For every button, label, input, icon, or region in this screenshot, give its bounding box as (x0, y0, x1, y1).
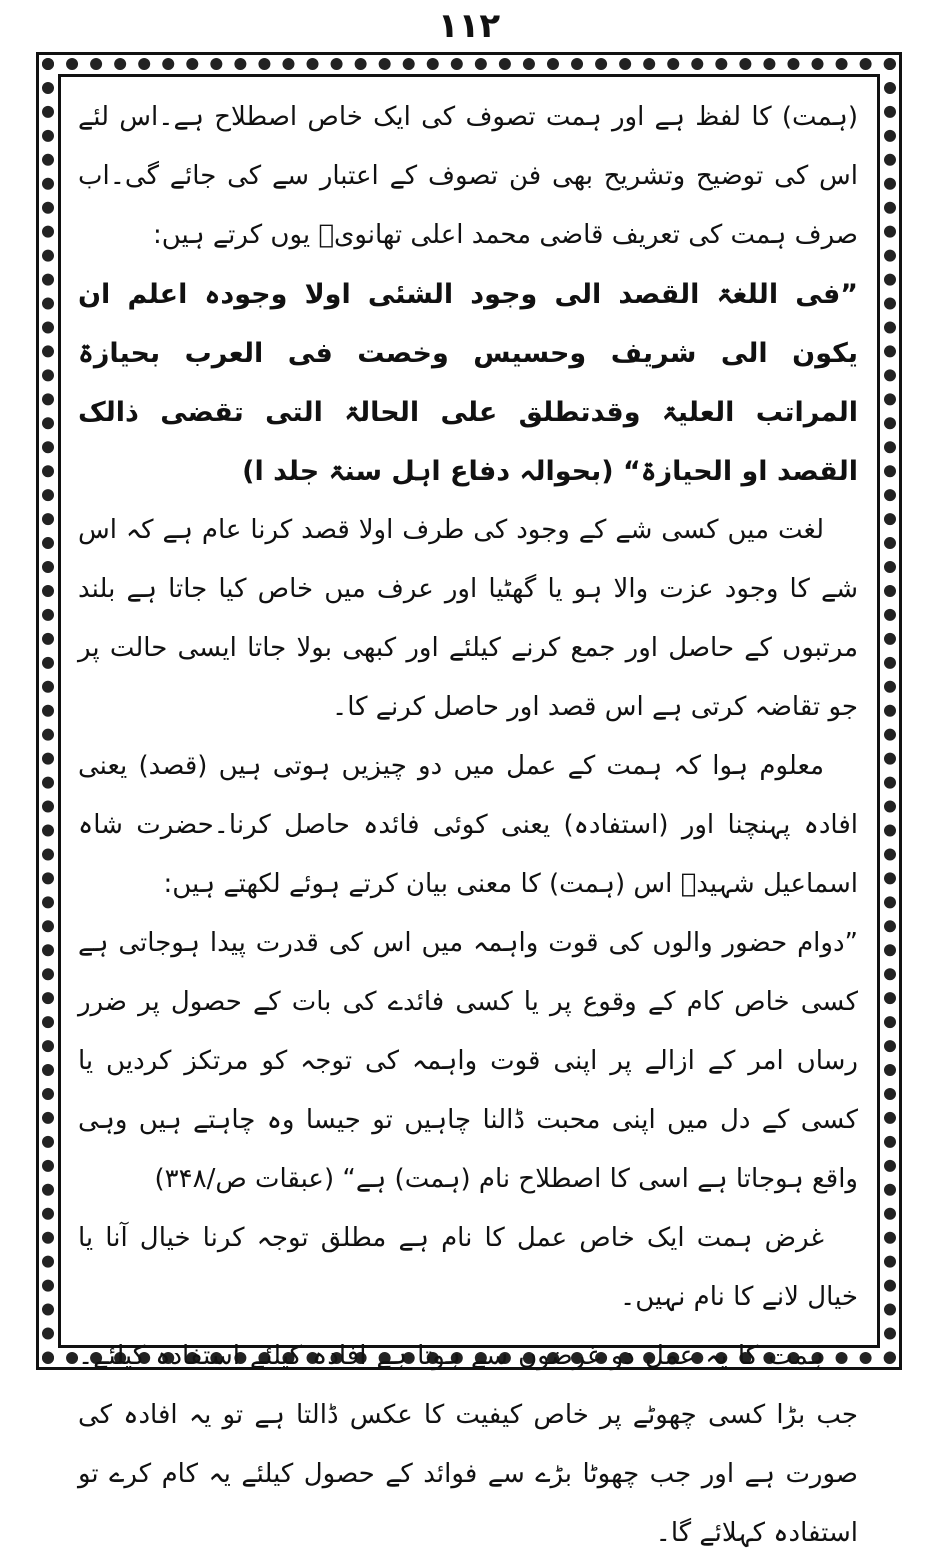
paragraph-translation: لغت میں کسی شے کے وجود کی طرف اولا قصد کرنا عام ہے کہ اس شے کا وجود عزت والا ہو یا گھٹیا اور عرف میں خاص کیا جاتا ہے بلند مرتبوں کے حاصل اور جمع کرنے کیلئے اور کبھی بولا جاتا ایسی حالت پر جو تقاضہ کرتی ہے اس قصد اور حاصل کرنے کا۔ (78, 515, 858, 722)
paragraph-summary: غرض ہمت ایک خاص عمل کا نام ہے مطلق توجہ کرنا خیال آنا یا خیال لانے کا نام نہیں۔ (78, 1223, 858, 1312)
page-body (78, 88, 858, 1563)
quotation-shah-ismail: ”دوام حضور والوں کی قوت واہمہ میں اس کی قدرت پیدا ہوجاتی ہے کسی خاص کام کے وقوع پر یا کسی فائدے کی بات کے حصول پر ضرر رساں امر کے ازالے پر اپنی قوت واہمہ کی توجہ کو مرتکز کردیں یا کسی کے دل میں اپنی محبت ڈالنا چاہیں تو جیسا وہ چاہتے ہیں وہی واقع ہوجاتا ہے اسی کا اصطلاح نام (ہمت) ہے“ (عبقات ص/۳۴۸) (78, 928, 858, 1194)
paragraph-conclusion: ہمت کا یہ عمل دو غرضوں سے ہوتا ہے افادہ کیلئے استفادہ کیلئے۔جب بڑا کسی چھوٹے پر خاص کیفیت کا عکس ڈالتا ہے تو یہ افادہ کی صورت ہے اور جب چھوٹا بڑے سے فوائد کے حصول کیلئے یہ کام کرے تو استفادہ کہلائے گا۔ (78, 1341, 858, 1548)
paragraph-intro: (ہمت) کا لفظ ہے اور ہمت تصوف کی ایک خاص اصطلاح ہے۔اس لئے اس کی توضیح وتشریح بھی فن تصوف کے اعتبار سے کی جائے گی۔اب صرف ہمت کی تعریف قاضی محمد اعلی تھانویؒ یوں کرتے ہیں: (78, 102, 858, 250)
paragraph-explanation: معلوم ہوا کہ ہمت کے عمل میں دو چیزیں ہوتی ہیں (قصد) یعنی افادہ پہنچنا اور (استفادہ) یعنی کوئی فائدہ حاصل کرنا۔حضرت شاہ اسماعیل شہیدؒ اس (ہمت) کا معنی بیان کرتے ہوئے لکھتے ہیں: (78, 751, 858, 899)
arabic-quotation: ”فی اللغۃ القصد الی وجود الشئی اولا وجودہ اعلم ان یکون الی شریف وحسیس وخصت فی العرب بحیازۃ المراتب العلیۃ وقدتطلق علی الحالۃ التی تقضی ذالک القصد او الحیازۃ“ (بحوالہ دفاع اہل سنۃ جلد ا) (78, 279, 858, 487)
page-number: ۱۱۲ (437, 6, 501, 46)
